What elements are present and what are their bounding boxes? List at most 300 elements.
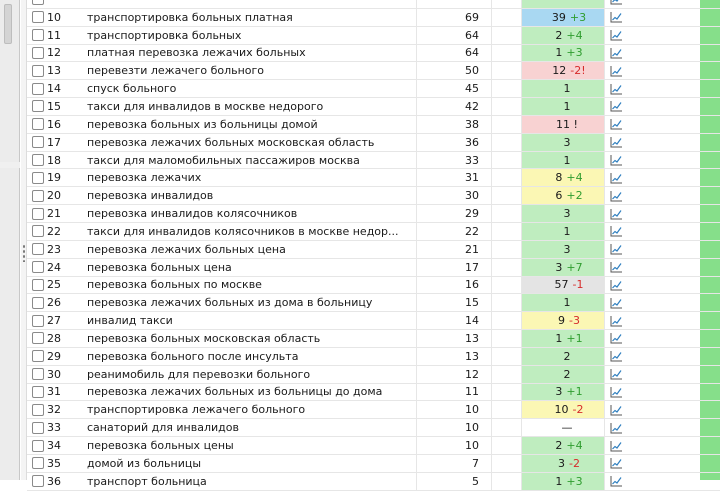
row-number: 23 bbox=[47, 242, 61, 256]
empty-column bbox=[492, 384, 522, 401]
line-chart-icon[interactable] bbox=[604, 366, 628, 383]
line-chart-icon[interactable] bbox=[604, 152, 628, 169]
row-number: 30 bbox=[47, 367, 61, 381]
scrollbar-thumb[interactable] bbox=[4, 4, 12, 44]
position-value: 2 bbox=[563, 367, 571, 381]
line-chart-icon[interactable] bbox=[604, 116, 628, 133]
row-checkbox-cell[interactable] bbox=[30, 9, 46, 26]
row-checkbox-cell[interactable] bbox=[30, 45, 46, 62]
frequency-value bbox=[417, 0, 492, 8]
position-value: 39 bbox=[551, 10, 566, 24]
table-row[interactable] bbox=[27, 384, 720, 402]
line-chart-icon[interactable] bbox=[604, 277, 628, 294]
row-checkbox-cell[interactable] bbox=[30, 80, 46, 97]
keyword-text: санаторий для инвалидов bbox=[87, 419, 417, 436]
frequency-value: 33 bbox=[417, 152, 492, 169]
position-value: 3 bbox=[555, 385, 563, 399]
position-value: 3 bbox=[558, 456, 566, 470]
line-chart-icon[interactable] bbox=[604, 312, 628, 329]
position-delta: +7 bbox=[566, 260, 583, 274]
row-checkbox[interactable] bbox=[32, 368, 44, 380]
row-checkbox[interactable] bbox=[32, 243, 44, 255]
position-value: 6 bbox=[555, 189, 563, 203]
table-row[interactable] bbox=[27, 205, 720, 223]
keyword-text: спуск больного bbox=[87, 80, 417, 97]
empty-column bbox=[492, 473, 522, 490]
frequency-value: 22 bbox=[417, 223, 492, 240]
row-checkbox[interactable] bbox=[32, 118, 44, 130]
keyword-text: перевозка больных по москве bbox=[87, 277, 417, 294]
spacer-column bbox=[628, 384, 720, 401]
spacer-column bbox=[628, 437, 720, 454]
keyword-text: перевозка инвалидов bbox=[87, 187, 417, 204]
empty-column bbox=[492, 455, 522, 472]
line-chart-icon[interactable] bbox=[604, 0, 628, 8]
line-chart-icon[interactable] bbox=[604, 419, 628, 436]
row-checkbox[interactable] bbox=[32, 190, 44, 202]
position-cell bbox=[522, 384, 604, 401]
row-checkbox-cell[interactable] bbox=[30, 241, 46, 258]
row-checkbox[interactable] bbox=[32, 350, 44, 362]
keyword-text: транспортировка лежачего больного bbox=[87, 401, 417, 418]
line-chart-icon[interactable] bbox=[604, 80, 628, 97]
left-panel-lower bbox=[0, 168, 20, 480]
spacer-column bbox=[628, 312, 720, 329]
frequency-value: 30 bbox=[417, 187, 492, 204]
row-number: 16 bbox=[47, 117, 61, 131]
row-checkbox-cell[interactable] bbox=[30, 62, 46, 79]
row-checkbox[interactable] bbox=[32, 261, 44, 273]
position-delta: -3 bbox=[569, 314, 580, 328]
position-value: 1 bbox=[555, 331, 563, 345]
line-chart-icon[interactable] bbox=[604, 330, 628, 347]
position-cell bbox=[522, 419, 604, 436]
line-chart-icon[interactable] bbox=[604, 473, 628, 490]
empty-column bbox=[492, 45, 522, 62]
row-checkbox[interactable] bbox=[32, 457, 44, 469]
frequency-value: 13 bbox=[417, 330, 492, 347]
frequency-value: 15 bbox=[417, 294, 492, 311]
row-number: 12 bbox=[47, 46, 61, 60]
left-panel-upper bbox=[0, 0, 20, 162]
position-cell bbox=[522, 187, 604, 204]
spacer-column bbox=[628, 134, 720, 151]
position-value: 1 bbox=[563, 296, 571, 310]
line-chart-icon[interactable] bbox=[604, 9, 628, 26]
table-row[interactable] bbox=[27, 116, 720, 134]
keyword-text: такси для маломобильных пассажиров москва bbox=[87, 152, 417, 169]
keyword-text: перевозка больных цена bbox=[87, 259, 417, 276]
row-number: 22 bbox=[47, 224, 61, 238]
table-row[interactable] bbox=[27, 187, 720, 205]
row-number: 20 bbox=[47, 189, 61, 203]
table-row[interactable] bbox=[27, 401, 720, 419]
frequency-value: 64 bbox=[417, 27, 492, 44]
position-value: 2 bbox=[555, 439, 563, 453]
table-row[interactable] bbox=[27, 62, 720, 80]
position-cell bbox=[522, 45, 604, 62]
position-value: — bbox=[561, 421, 573, 435]
table-row[interactable] bbox=[27, 80, 720, 98]
line-chart-icon[interactable] bbox=[604, 401, 628, 418]
position-value: 8 bbox=[555, 171, 563, 185]
empty-column bbox=[492, 259, 522, 276]
frequency-value: 11 bbox=[417, 384, 492, 401]
empty-column bbox=[492, 437, 522, 454]
row-checkbox[interactable] bbox=[32, 332, 44, 344]
spacer-column bbox=[628, 241, 720, 258]
table-row[interactable] bbox=[27, 152, 720, 170]
empty-column bbox=[492, 169, 522, 186]
table-row[interactable] bbox=[27, 419, 720, 437]
empty-column bbox=[492, 241, 522, 258]
line-chart-icon[interactable] bbox=[604, 169, 628, 186]
spacer-column bbox=[628, 27, 720, 44]
position-value: 1 bbox=[555, 46, 563, 60]
table-row[interactable] bbox=[27, 437, 720, 455]
table-row[interactable] bbox=[27, 277, 720, 295]
row-checkbox-cell[interactable] bbox=[30, 419, 46, 436]
row-number: 24 bbox=[47, 260, 61, 274]
position-cell bbox=[522, 277, 604, 294]
row-number: 34 bbox=[47, 439, 61, 453]
table-row[interactable] bbox=[27, 9, 720, 27]
row-checkbox[interactable] bbox=[32, 404, 44, 416]
row-checkbox-cell[interactable] bbox=[30, 366, 46, 383]
row-checkbox[interactable] bbox=[32, 440, 44, 452]
position-cell bbox=[522, 330, 604, 347]
row-checkbox[interactable] bbox=[32, 208, 44, 220]
frequency-value: 50 bbox=[417, 62, 492, 79]
position-delta: +3 bbox=[566, 474, 583, 488]
row-checkbox-cell[interactable] bbox=[30, 277, 46, 294]
empty-column bbox=[492, 62, 522, 79]
spacer-column bbox=[628, 223, 720, 240]
position-delta: -1 bbox=[572, 278, 584, 292]
spacer-column bbox=[628, 259, 720, 276]
row-number: 11 bbox=[47, 28, 61, 42]
frequency-value: 29 bbox=[417, 205, 492, 222]
line-chart-icon[interactable] bbox=[604, 134, 628, 151]
row-checkbox[interactable] bbox=[32, 100, 44, 112]
row-checkbox[interactable] bbox=[32, 47, 44, 59]
table-row[interactable] bbox=[27, 348, 720, 366]
frequency-value: 12 bbox=[417, 366, 492, 383]
table-row[interactable] bbox=[27, 45, 720, 63]
row-checkbox-cell[interactable] bbox=[30, 205, 46, 222]
row-checkbox[interactable] bbox=[32, 11, 44, 23]
table-row[interactable] bbox=[27, 0, 720, 9]
empty-column bbox=[492, 0, 522, 8]
keyword-table bbox=[27, 0, 720, 491]
line-chart-icon[interactable] bbox=[604, 205, 628, 222]
line-chart-icon[interactable] bbox=[604, 348, 628, 365]
keyword-text: реанимобиль для перевозки больного bbox=[87, 366, 417, 383]
position-cell bbox=[522, 455, 604, 472]
empty-column bbox=[492, 27, 522, 44]
empty-column bbox=[492, 98, 522, 115]
line-chart-icon[interactable] bbox=[604, 187, 628, 204]
position-cell bbox=[522, 366, 604, 383]
row-checkbox[interactable] bbox=[32, 29, 44, 41]
frequency-value: 31 bbox=[417, 169, 492, 186]
frequency-value: 13 bbox=[417, 348, 492, 365]
row-checkbox-cell[interactable] bbox=[30, 401, 46, 418]
position-delta: +1 bbox=[566, 385, 583, 399]
line-chart-icon[interactable] bbox=[604, 259, 628, 276]
position-value: 2 bbox=[555, 28, 563, 42]
table-row[interactable] bbox=[27, 27, 720, 45]
table-row[interactable] bbox=[27, 294, 720, 312]
position-cell bbox=[522, 223, 604, 240]
position-cell bbox=[522, 9, 604, 26]
table-row[interactable] bbox=[27, 330, 720, 348]
position-cell bbox=[522, 80, 604, 97]
spacer-column bbox=[628, 348, 720, 365]
row-number: 18 bbox=[47, 153, 61, 167]
row-checkbox-cell[interactable] bbox=[30, 330, 46, 347]
position-cell bbox=[522, 312, 604, 329]
row-checkbox[interactable] bbox=[32, 297, 44, 309]
row-number: 35 bbox=[47, 456, 61, 470]
frequency-value: 69 bbox=[417, 9, 492, 26]
frequency-value: 38 bbox=[417, 116, 492, 133]
position-value: 57 bbox=[554, 278, 569, 292]
row-checkbox-cell[interactable] bbox=[30, 384, 46, 401]
row-checkbox[interactable] bbox=[32, 136, 44, 148]
row-checkbox-cell[interactable] bbox=[30, 116, 46, 133]
row-checkbox[interactable] bbox=[32, 386, 44, 398]
position-cell bbox=[522, 259, 604, 276]
frequency-value: 16 bbox=[417, 277, 492, 294]
position-delta: -2 bbox=[572, 403, 584, 417]
spacer-column bbox=[628, 169, 720, 186]
keyword-text: перевозка лежачих больных из больницы до дома bbox=[87, 384, 417, 401]
position-cell bbox=[522, 205, 604, 222]
position-delta: +1 bbox=[566, 331, 583, 345]
position-cell bbox=[522, 437, 604, 454]
position-value: 1 bbox=[563, 224, 571, 238]
frequency-value: 10 bbox=[417, 401, 492, 418]
row-checkbox-cell[interactable] bbox=[30, 348, 46, 365]
table-row[interactable] bbox=[27, 241, 720, 259]
spacer-column bbox=[628, 330, 720, 347]
row-number: 15 bbox=[47, 99, 61, 113]
position-value: 9 bbox=[558, 314, 566, 328]
row-checkbox-cell[interactable] bbox=[30, 134, 46, 151]
spacer-column bbox=[628, 277, 720, 294]
left-panel bbox=[0, 0, 20, 480]
row-checkbox-cell[interactable] bbox=[30, 187, 46, 204]
spacer-column bbox=[628, 294, 720, 311]
position-value: 10 bbox=[554, 403, 569, 417]
row-checkbox-cell[interactable] bbox=[30, 223, 46, 240]
keyword-text: транспортировка больных платная bbox=[87, 9, 417, 26]
position-value: 3 bbox=[563, 207, 571, 221]
row-number: 33 bbox=[47, 421, 61, 435]
table-row[interactable] bbox=[27, 312, 720, 330]
line-chart-icon[interactable] bbox=[604, 437, 628, 454]
spacer-column bbox=[628, 455, 720, 472]
frequency-value: 64 bbox=[417, 45, 492, 62]
row-checkbox[interactable] bbox=[32, 422, 44, 434]
row-checkbox[interactable] bbox=[32, 154, 44, 166]
table-row[interactable] bbox=[27, 455, 720, 473]
row-checkbox[interactable] bbox=[32, 475, 44, 487]
empty-column bbox=[492, 205, 522, 222]
position-cell bbox=[522, 294, 604, 311]
position-cell bbox=[522, 27, 604, 44]
position-cell bbox=[522, 62, 604, 79]
position-value: 1 bbox=[563, 153, 571, 167]
frequency-value: 45 bbox=[417, 80, 492, 97]
row-checkbox-cell[interactable] bbox=[30, 455, 46, 472]
position-cell bbox=[522, 241, 604, 258]
keyword-text: перевозка лежачих bbox=[87, 169, 417, 186]
row-checkbox[interactable] bbox=[32, 172, 44, 184]
row-checkbox-cell[interactable] bbox=[30, 437, 46, 454]
row-checkbox-cell[interactable] bbox=[30, 473, 46, 490]
row-checkbox[interactable] bbox=[32, 0, 44, 5]
keyword-text: перевозка инвалидов колясочников bbox=[87, 205, 417, 222]
position-cell bbox=[522, 473, 604, 490]
spacer-column bbox=[628, 205, 720, 222]
empty-column bbox=[492, 80, 522, 97]
empty-column bbox=[492, 401, 522, 418]
line-chart-icon[interactable] bbox=[604, 45, 628, 62]
row-number: 14 bbox=[47, 82, 61, 96]
table-row[interactable] bbox=[27, 473, 720, 491]
position-value: 1 bbox=[563, 99, 571, 113]
spacer-column bbox=[628, 62, 720, 79]
row-checkbox[interactable] bbox=[32, 65, 44, 77]
keyword-text: перевезти лежачего больного bbox=[87, 62, 417, 79]
position-delta: +3 bbox=[566, 46, 583, 60]
empty-column bbox=[492, 312, 522, 329]
line-chart-icon[interactable] bbox=[604, 241, 628, 258]
table-row[interactable] bbox=[27, 134, 720, 152]
row-number: 36 bbox=[47, 474, 61, 488]
keyword-text: домой из больницы bbox=[87, 455, 417, 472]
table-row[interactable] bbox=[27, 169, 720, 187]
empty-column bbox=[492, 187, 522, 204]
keyword-text: перевозка больного после инсульта bbox=[87, 348, 417, 365]
spacer-column bbox=[628, 98, 720, 115]
position-delta: -2 bbox=[569, 456, 580, 470]
line-chart-icon[interactable] bbox=[604, 62, 628, 79]
row-checkbox-cell[interactable] bbox=[30, 294, 46, 311]
position-cell bbox=[522, 348, 604, 365]
frequency-value: 36 bbox=[417, 134, 492, 151]
frequency-value: 21 bbox=[417, 241, 492, 258]
row-checkbox-cell[interactable] bbox=[30, 152, 46, 169]
row-checkbox-cell[interactable] bbox=[30, 259, 46, 276]
table-row[interactable] bbox=[27, 366, 720, 384]
position-value: 3 bbox=[563, 135, 571, 149]
row-number: 29 bbox=[47, 349, 61, 363]
row-number: 27 bbox=[47, 314, 61, 328]
spacer-column bbox=[628, 80, 720, 97]
keyword-text: платная перевозка лежачих больных bbox=[87, 45, 417, 62]
line-chart-icon[interactable] bbox=[604, 223, 628, 240]
keyword-text: такси для инвалидов колясочников в москве недор... bbox=[87, 223, 417, 240]
row-checkbox-cell[interactable] bbox=[30, 169, 46, 186]
row-number: 25 bbox=[47, 278, 61, 292]
frequency-value: 17 bbox=[417, 259, 492, 276]
position-value: 1 bbox=[555, 474, 563, 488]
empty-column bbox=[492, 9, 522, 26]
empty-column bbox=[492, 116, 522, 133]
frequency-value: 42 bbox=[417, 98, 492, 115]
position-value: 11 ! bbox=[556, 117, 578, 131]
position-delta: +4 bbox=[566, 28, 583, 42]
row-number: 13 bbox=[47, 64, 61, 78]
line-chart-icon[interactable] bbox=[604, 27, 628, 44]
empty-column bbox=[492, 223, 522, 240]
frequency-value: 10 bbox=[417, 419, 492, 436]
position-value: 3 bbox=[563, 242, 571, 256]
row-number bbox=[47, 0, 85, 8]
line-chart-icon[interactable] bbox=[604, 294, 628, 311]
keyword-text: инвалид такси bbox=[87, 312, 417, 329]
row-checkbox[interactable] bbox=[32, 279, 44, 291]
position-cell bbox=[522, 152, 604, 169]
line-chart-icon[interactable] bbox=[604, 98, 628, 115]
keyword-text: транспорт больница bbox=[87, 473, 417, 490]
spacer-column bbox=[628, 401, 720, 418]
position-cell bbox=[522, 401, 604, 418]
position-delta: +3 bbox=[569, 10, 587, 24]
frequency-value: 14 bbox=[417, 312, 492, 329]
row-number: 26 bbox=[47, 296, 61, 310]
empty-column bbox=[492, 152, 522, 169]
row-number: 17 bbox=[47, 135, 61, 149]
row-number: 10 bbox=[47, 10, 61, 24]
position-value: 3 bbox=[555, 260, 563, 274]
empty-column bbox=[492, 134, 522, 151]
table-row[interactable] bbox=[27, 259, 720, 277]
row-checkbox-cell[interactable] bbox=[30, 312, 46, 329]
splitter-grip-icon[interactable] bbox=[22, 244, 26, 262]
row-number: 32 bbox=[47, 403, 61, 417]
line-chart-icon[interactable] bbox=[604, 455, 628, 472]
row-checkbox[interactable] bbox=[32, 225, 44, 237]
position-delta: +2 bbox=[566, 189, 583, 203]
row-checkbox-cell[interactable] bbox=[30, 98, 46, 115]
row-checkbox[interactable] bbox=[32, 315, 44, 327]
position-cell bbox=[522, 98, 604, 115]
position-value: 2 bbox=[563, 349, 571, 363]
keyword-text: перевозка лежачих больных московская область bbox=[87, 134, 417, 151]
spacer-column bbox=[628, 473, 720, 490]
row-checkbox[interactable] bbox=[32, 83, 44, 95]
frequency-value: 10 bbox=[417, 437, 492, 454]
table-row[interactable] bbox=[27, 223, 720, 241]
empty-column bbox=[492, 294, 522, 311]
keyword-text bbox=[87, 0, 417, 8]
spacer-column bbox=[628, 45, 720, 62]
spacer-column bbox=[628, 419, 720, 436]
keyword-text: перевозка лежачих больных из дома в больницу bbox=[87, 294, 417, 311]
line-chart-icon[interactable] bbox=[604, 384, 628, 401]
keyword-text: такси для инвалидов в москве недорого bbox=[87, 98, 417, 115]
table-row[interactable] bbox=[27, 98, 720, 116]
row-checkbox-cell[interactable] bbox=[30, 27, 46, 44]
position-cell bbox=[522, 0, 604, 8]
row-checkbox-cell[interactable] bbox=[30, 0, 46, 8]
spacer-column bbox=[628, 187, 720, 204]
position-cell bbox=[522, 169, 604, 186]
